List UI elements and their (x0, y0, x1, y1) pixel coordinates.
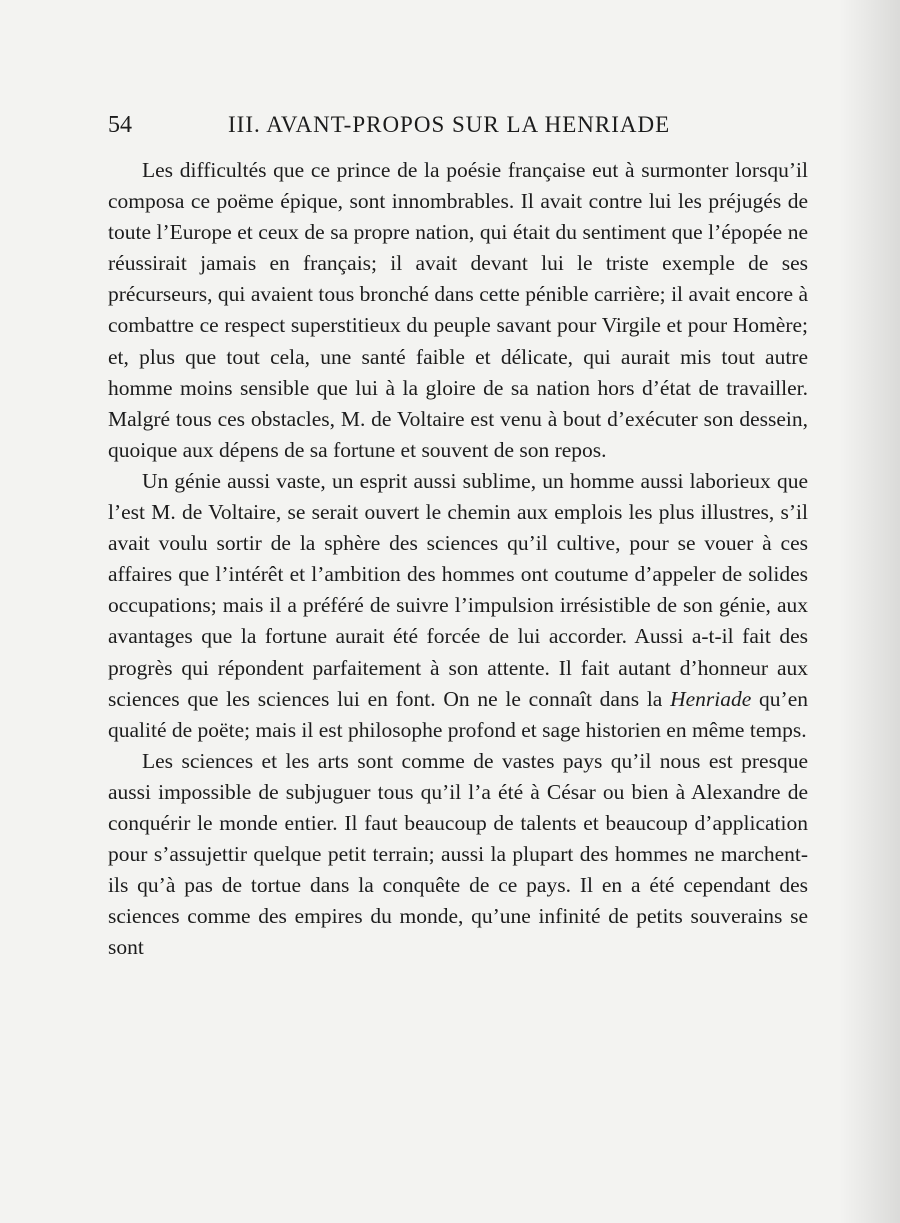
paragraph-1: Les difficultés que ce prince de la poésie française eut à surmonter lorsqu’il composa ce poëme épique, sont innombrables. Il avait contre lui les préjugés de toute l’Europe et ceux de sa propre nation, qui était du sentiment que l’épopée ne réussirait jamais en français; il avait devant lui le triste exemple de ses précurseurs, qui avaient tous bronché dans cette pénible carrière; il avait encore à combattre ce respect superstitieux du peuple savant pour Virgile et pour Homère; et, plus que tout cela, une santé faible et délicate, qui aurait mis tout autre homme moins sensible que lui à la gloire de sa nation hors d’état de travailler. Malgré tous ces obstacles, M. de Voltaire est venu à bout d’exécuter son dessein, quoique aux dépens de sa fortune et souvent de son repos. (108, 158, 808, 462)
paragraph-2-text-before: Un génie aussi vaste, un esprit aussi sublime, un homme aussi laborieux que l’est M. de Voltaire, se serait ouvert le chemin aux emplois les plus illustres, s’il avait voulu sortir de la sphère des sciences qu’il cultive, pour se vouer à ces affaires que l’intérêt et l’ambition des hommes ont coutume d’appeler de solides occupations; mais il a préféré de suivre l’impulsion irrésistible de son génie, aux avantages que la fortune aurait été forcée de lui accorder. Aussi a-t-il fait des progrès qui répondent parfaitement à son attente. Il fait autant d’honneur aux sciences que les sciences lui en font. On ne le connaît dans la (108, 468, 808, 711)
page-edge-shadow (840, 0, 900, 1223)
paragraph-2-text-after: qu’en qualité de poëte; mais il est philosophe profond et sage historien en même temps. (108, 686, 808, 742)
book-title-italic: Henriade (670, 686, 752, 711)
paragraph-3: Les sciences et les arts sont comme de vastes pays qu’il nous est presque aussi impossible de subjuguer tous qu’il l’a été à César ou bien à Alexandre de conquérir le monde entier. Il faut beaucoup de talents et beaucoup d’application pour s’assujettir quelque petit terrain; aussi la plupart des hommes ne marchent-ils qu’à pas de tortue dans la conquête de ce pays. Il en a été cependant des sciences comme des empires du monde, qu’une infinité de petits souverains se sont (108, 748, 808, 960)
body-text (108, 155, 808, 963)
page-header (108, 112, 808, 144)
page-number: 54 (108, 112, 132, 138)
paragraph-2 (108, 466, 808, 746)
running-title: III. AVANT-PROPOS SUR LA HENRIADE (228, 112, 671, 137)
